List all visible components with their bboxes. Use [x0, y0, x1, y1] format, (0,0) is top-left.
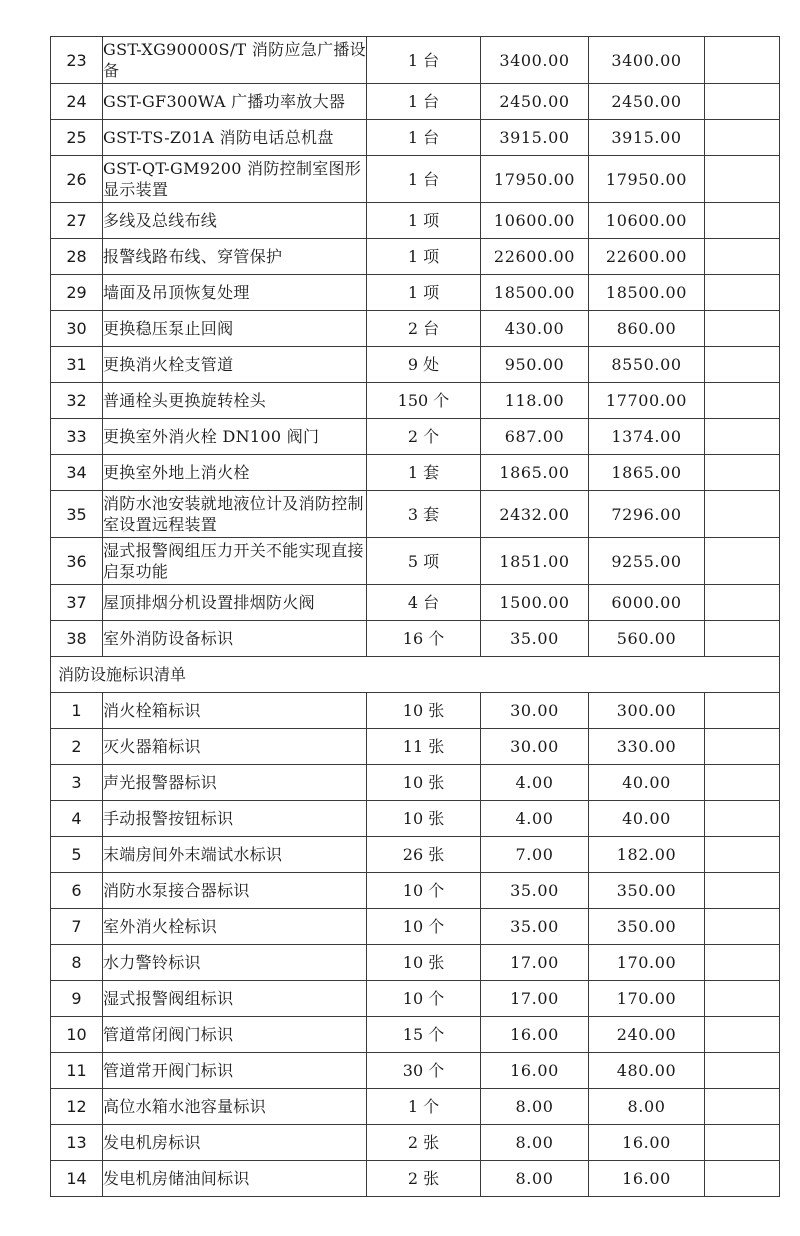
row-number: 30 [51, 311, 103, 347]
row-number: 13 [51, 1125, 103, 1161]
remark-cell [705, 801, 780, 837]
line-total: 17700.00 [589, 383, 705, 419]
line-total: 16.00 [589, 1161, 705, 1197]
line-total: 2450.00 [589, 84, 705, 120]
remark-cell [705, 1089, 780, 1125]
remark-cell [705, 275, 780, 311]
line-total: 16.00 [589, 1125, 705, 1161]
row-number: 35 [51, 491, 103, 538]
item-quantity: 1 项 [367, 239, 481, 275]
table-row [51, 801, 780, 837]
table-row [51, 729, 780, 765]
remark-cell [705, 84, 780, 120]
item-quantity: 3 套 [367, 491, 481, 538]
line-total: 22600.00 [589, 239, 705, 275]
remark-cell [705, 1161, 780, 1197]
remark-cell [705, 455, 780, 491]
item-quantity: 5 项 [367, 538, 481, 585]
table-row [51, 621, 780, 657]
item-name: GST-XG90000S/T 消防应急广播设备 [103, 37, 367, 84]
table-row [51, 311, 780, 347]
remark-cell [705, 693, 780, 729]
section-title: 消防设施标识清单 [51, 657, 780, 693]
remark-cell [705, 37, 780, 84]
item-quantity: 9 处 [367, 347, 481, 383]
row-number: 4 [51, 801, 103, 837]
row-number: 25 [51, 120, 103, 156]
unit-price: 2450.00 [481, 84, 589, 120]
row-number: 37 [51, 585, 103, 621]
unit-price: 8.00 [481, 1125, 589, 1161]
table-row [51, 1017, 780, 1053]
item-name: 消火栓箱标识 [103, 693, 367, 729]
remark-cell [705, 120, 780, 156]
item-name: 屋顶排烟分机设置排烟防火阀 [103, 585, 367, 621]
item-name: 消防水池安装就地液位计及消防控制室设置远程装置 [103, 491, 367, 538]
table-row [51, 538, 780, 585]
remark-cell [705, 538, 780, 585]
item-quantity: 10 个 [367, 909, 481, 945]
remark-cell [705, 909, 780, 945]
remark-cell [705, 203, 780, 239]
table-row [51, 693, 780, 729]
item-name: 墙面及吊顶恢复处理 [103, 275, 367, 311]
line-total: 8.00 [589, 1089, 705, 1125]
unit-price: 22600.00 [481, 239, 589, 275]
unit-price: 8.00 [481, 1089, 589, 1125]
row-number: 38 [51, 621, 103, 657]
unit-price: 7.00 [481, 837, 589, 873]
row-number: 1 [51, 693, 103, 729]
remark-cell [705, 1125, 780, 1161]
item-quantity: 1 项 [367, 203, 481, 239]
item-name: 末端房间外末端试水标识 [103, 837, 367, 873]
item-quantity: 150 个 [367, 383, 481, 419]
line-total: 7296.00 [589, 491, 705, 538]
remark-cell [705, 156, 780, 203]
table-row [51, 491, 780, 538]
row-number: 23 [51, 37, 103, 84]
item-name: 更换消火栓支管道 [103, 347, 367, 383]
item-name: 湿式报警阀组压力开关不能实现直接启泵功能 [103, 538, 367, 585]
unit-price: 17.00 [481, 945, 589, 981]
item-quantity: 1 台 [367, 156, 481, 203]
unit-price: 35.00 [481, 621, 589, 657]
table-row [51, 585, 780, 621]
item-quantity: 10 张 [367, 693, 481, 729]
unit-price: 30.00 [481, 729, 589, 765]
table-row [51, 120, 780, 156]
line-total: 1865.00 [589, 455, 705, 491]
unit-price: 35.00 [481, 909, 589, 945]
unit-price: 1865.00 [481, 455, 589, 491]
table-row [51, 873, 780, 909]
item-name: 消防水泵接合器标识 [103, 873, 367, 909]
line-total: 40.00 [589, 765, 705, 801]
line-total: 40.00 [589, 801, 705, 837]
line-total: 3915.00 [589, 120, 705, 156]
unit-price: 1851.00 [481, 538, 589, 585]
unit-price: 4.00 [481, 765, 589, 801]
item-name: 更换室外消火栓 DN100 阀门 [103, 419, 367, 455]
table-section-header-group [51, 657, 780, 693]
line-total: 350.00 [589, 873, 705, 909]
remark-cell [705, 491, 780, 538]
table-row [51, 239, 780, 275]
item-name: 多线及总线布线 [103, 203, 367, 239]
remark-cell [705, 945, 780, 981]
unit-price: 3400.00 [481, 37, 589, 84]
item-quantity: 1 台 [367, 37, 481, 84]
table-row [51, 1125, 780, 1161]
item-quantity: 10 张 [367, 945, 481, 981]
remark-cell [705, 585, 780, 621]
item-quantity: 1 套 [367, 455, 481, 491]
remark-cell [705, 1053, 780, 1089]
item-name: 室外消防设备标识 [103, 621, 367, 657]
line-total: 8550.00 [589, 347, 705, 383]
unit-price: 18500.00 [481, 275, 589, 311]
unit-price: 950.00 [481, 347, 589, 383]
remark-cell [705, 383, 780, 419]
table-row [51, 275, 780, 311]
line-total: 182.00 [589, 837, 705, 873]
row-number: 32 [51, 383, 103, 419]
item-quantity: 16 个 [367, 621, 481, 657]
line-total: 9255.00 [589, 538, 705, 585]
row-number: 12 [51, 1089, 103, 1125]
row-number: 28 [51, 239, 103, 275]
table-row [51, 419, 780, 455]
item-name: GST-GF300WA 广播功率放大器 [103, 84, 367, 120]
row-number: 3 [51, 765, 103, 801]
item-name: 湿式报警阀组标识 [103, 981, 367, 1017]
row-number: 27 [51, 203, 103, 239]
item-quantity: 1 台 [367, 84, 481, 120]
line-total: 350.00 [589, 909, 705, 945]
item-quantity: 26 张 [367, 837, 481, 873]
line-total: 18500.00 [589, 275, 705, 311]
unit-price: 17.00 [481, 981, 589, 1017]
remark-cell [705, 419, 780, 455]
item-quantity: 2 台 [367, 311, 481, 347]
row-number: 29 [51, 275, 103, 311]
table-row [51, 981, 780, 1017]
line-total: 17950.00 [589, 156, 705, 203]
item-name: 管道常闭阀门标识 [103, 1017, 367, 1053]
item-quantity: 11 张 [367, 729, 481, 765]
remark-cell [705, 765, 780, 801]
unit-price: 3915.00 [481, 120, 589, 156]
unit-price: 430.00 [481, 311, 589, 347]
line-total: 10600.00 [589, 203, 705, 239]
unit-price: 16.00 [481, 1053, 589, 1089]
line-total: 300.00 [589, 693, 705, 729]
line-total: 860.00 [589, 311, 705, 347]
row-number: 26 [51, 156, 103, 203]
table-row [51, 1089, 780, 1125]
unit-price: 118.00 [481, 383, 589, 419]
line-total: 330.00 [589, 729, 705, 765]
line-total: 170.00 [589, 945, 705, 981]
remark-cell [705, 239, 780, 275]
remark-cell [705, 981, 780, 1017]
row-number: 33 [51, 419, 103, 455]
item-name: GST-TS-Z01A 消防电话总机盘 [103, 120, 367, 156]
item-name: 普通栓头更换旋转栓头 [103, 383, 367, 419]
table-row [51, 84, 780, 120]
item-quantity: 2 张 [367, 1125, 481, 1161]
remark-cell [705, 621, 780, 657]
table-body-part1 [51, 37, 780, 657]
table-row [51, 765, 780, 801]
item-name: 灭火器箱标识 [103, 729, 367, 765]
line-total: 240.00 [589, 1017, 705, 1053]
table-row [51, 945, 780, 981]
unit-price: 4.00 [481, 801, 589, 837]
remark-cell [705, 347, 780, 383]
line-total: 1374.00 [589, 419, 705, 455]
remark-cell [705, 729, 780, 765]
table-row [51, 347, 780, 383]
table-row [51, 37, 780, 84]
table-row [51, 1053, 780, 1089]
item-quantity: 15 个 [367, 1017, 481, 1053]
unit-price: 16.00 [481, 1017, 589, 1053]
remark-cell [705, 311, 780, 347]
item-quantity: 10 张 [367, 765, 481, 801]
unit-price: 2432.00 [481, 491, 589, 538]
row-number: 11 [51, 1053, 103, 1089]
table-row [51, 1161, 780, 1197]
row-number: 31 [51, 347, 103, 383]
item-quantity: 1 台 [367, 120, 481, 156]
unit-price: 687.00 [481, 419, 589, 455]
row-number: 14 [51, 1161, 103, 1197]
item-name: 发电机房储油间标识 [103, 1161, 367, 1197]
section-header-row [51, 657, 780, 693]
item-quantity: 30 个 [367, 1053, 481, 1089]
item-quantity: 10 张 [367, 801, 481, 837]
unit-price: 30.00 [481, 693, 589, 729]
equipment-list-table [50, 36, 780, 1197]
item-name: 更换稳压泵止回阀 [103, 311, 367, 347]
row-number: 10 [51, 1017, 103, 1053]
table-row [51, 383, 780, 419]
row-number: 24 [51, 84, 103, 120]
item-name: 手动报警按钮标识 [103, 801, 367, 837]
item-name: GST-QT-GM9200 消防控制室图形显示装置 [103, 156, 367, 203]
line-total: 170.00 [589, 981, 705, 1017]
remark-cell [705, 1017, 780, 1053]
row-number: 5 [51, 837, 103, 873]
item-name: 报警线路布线、穿管保护 [103, 239, 367, 275]
row-number: 7 [51, 909, 103, 945]
item-quantity: 10 个 [367, 981, 481, 1017]
item-name: 管道常开阀门标识 [103, 1053, 367, 1089]
table-row [51, 455, 780, 491]
row-number: 8 [51, 945, 103, 981]
line-total: 480.00 [589, 1053, 705, 1089]
row-number: 36 [51, 538, 103, 585]
row-number: 34 [51, 455, 103, 491]
remark-cell [705, 837, 780, 873]
item-name: 高位水箱水池容量标识 [103, 1089, 367, 1125]
item-name: 发电机房标识 [103, 1125, 367, 1161]
unit-price: 10600.00 [481, 203, 589, 239]
item-name: 更换室外地上消火栓 [103, 455, 367, 491]
table-row [51, 909, 780, 945]
table-body-part2 [51, 693, 780, 1197]
line-total: 3400.00 [589, 37, 705, 84]
row-number: 6 [51, 873, 103, 909]
item-quantity: 4 台 [367, 585, 481, 621]
table-row [51, 837, 780, 873]
line-total: 560.00 [589, 621, 705, 657]
row-number: 2 [51, 729, 103, 765]
unit-price: 35.00 [481, 873, 589, 909]
table-row [51, 156, 780, 203]
item-name: 水力警铃标识 [103, 945, 367, 981]
item-quantity: 1 个 [367, 1089, 481, 1125]
line-total: 6000.00 [589, 585, 705, 621]
unit-price: 1500.00 [481, 585, 589, 621]
unit-price: 8.00 [481, 1161, 589, 1197]
item-name: 声光报警器标识 [103, 765, 367, 801]
item-quantity: 2 张 [367, 1161, 481, 1197]
item-quantity: 1 项 [367, 275, 481, 311]
row-number: 9 [51, 981, 103, 1017]
item-quantity: 10 个 [367, 873, 481, 909]
unit-price: 17950.00 [481, 156, 589, 203]
item-quantity: 2 个 [367, 419, 481, 455]
item-name: 室外消火栓标识 [103, 909, 367, 945]
table-row [51, 203, 780, 239]
remark-cell [705, 873, 780, 909]
